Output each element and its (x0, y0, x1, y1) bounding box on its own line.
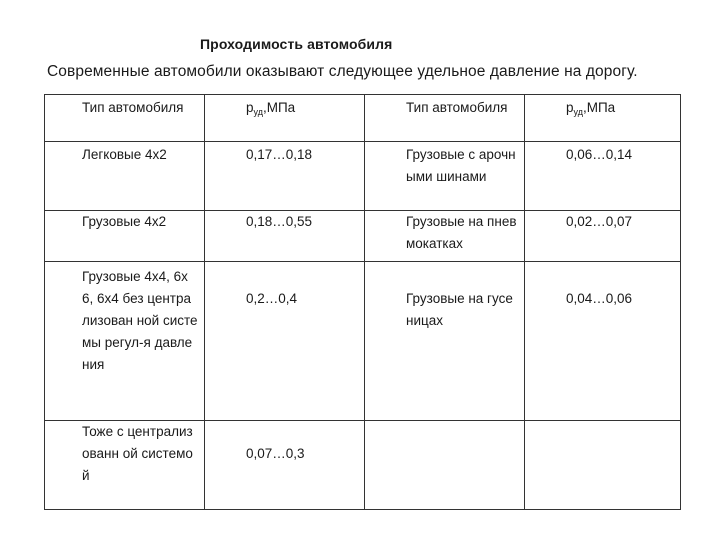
table-header-row (45, 95, 681, 142)
vehicle-type-cell: Грузовые 4х4, 6х6, 6х4 без централизован ной системы регул-я давления (45, 262, 205, 421)
pressure-cell: 0,2…0,4 (205, 262, 365, 421)
pressure-cell: 0,04…0,06 (525, 262, 681, 421)
vehicle-type-cell: Грузовые 4х2 (45, 211, 205, 262)
header-vehicle-type-left: Тип автомобиля (45, 95, 205, 142)
header-pressure-symbol-2: p (566, 100, 574, 115)
header-pressure-right (525, 95, 681, 142)
vehicle-type-cell: Грузовые с арочными шинами (365, 142, 525, 211)
table-row (45, 142, 681, 211)
page-heading: Проходимость автомобиля (200, 36, 393, 52)
pressure-cell: 0,02…0,07 (525, 211, 681, 262)
pressure-cell: 0,06…0,14 (525, 142, 681, 211)
header-pressure-subscript-2: уд (573, 107, 583, 117)
vehicle-type-cell (365, 421, 525, 510)
header-pressure-subscript: уд (253, 107, 263, 117)
pressure-cell: 0,17…0,18 (205, 142, 365, 211)
vehicle-type-cell: Грузовые на пневмокатках (365, 211, 525, 262)
pressure-table (44, 94, 681, 510)
vehicle-type-cell: Тоже с централизованн ой системой (45, 421, 205, 510)
header-pressure-unit: ,МПа (262, 100, 296, 115)
table-row (45, 421, 681, 510)
header-pressure-unit-2: ,МПа (582, 100, 616, 115)
pressure-cell (525, 421, 681, 510)
intro-text: Современные автомобили оказывают следующее удельное давление на дорогу. (47, 63, 638, 80)
vehicle-type-cell: Грузовые на гусеницах (365, 262, 525, 421)
header-vehicle-type-right: Тип автомобиля (365, 95, 525, 142)
vehicle-type-cell: Легковые 4х2 (45, 142, 205, 211)
table-row (45, 262, 681, 421)
header-pressure-symbol: p (246, 100, 254, 115)
pressure-cell: 0,07…0,3 (205, 421, 365, 510)
header-pressure-left (205, 95, 365, 142)
pressure-cell: 0,18…0,55 (205, 211, 365, 262)
table-row (45, 211, 681, 262)
